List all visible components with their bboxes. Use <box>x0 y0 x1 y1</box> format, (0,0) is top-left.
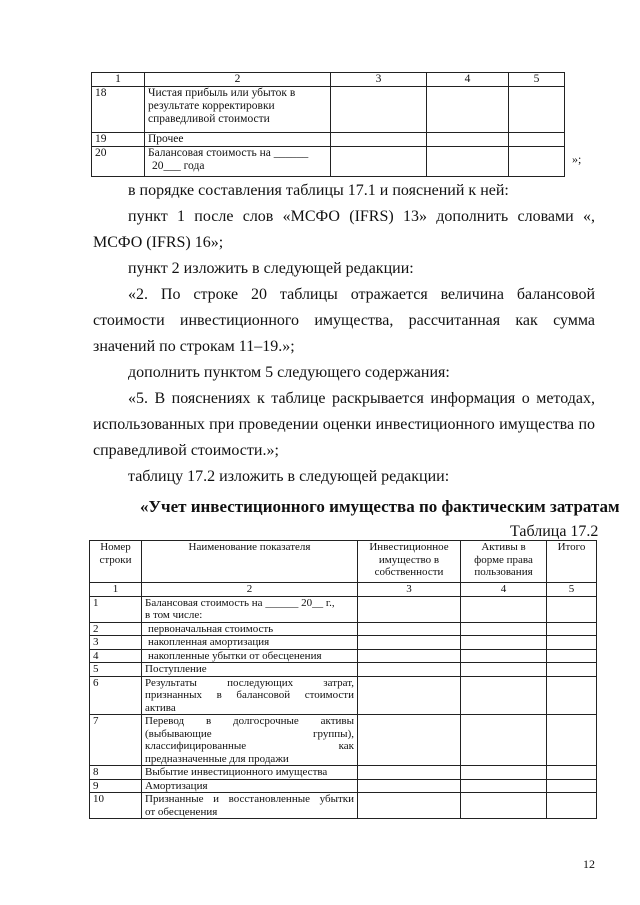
table-row <box>90 622 597 636</box>
header-indicator: Наименование показателя <box>142 541 358 583</box>
header-line: форме права <box>474 553 533 566</box>
empty-cell <box>547 676 597 715</box>
row-number: 5 <box>90 663 142 677</box>
empty-cell <box>358 779 461 793</box>
row-label <box>145 147 331 177</box>
table-caption: Таблица 17.2 <box>510 523 599 540</box>
header-line: имущество в <box>378 553 440 566</box>
empty-cell <box>509 133 565 147</box>
row-number: 18 <box>92 87 145 133</box>
empty-cell <box>358 676 461 715</box>
row-number: 20 <box>92 147 145 177</box>
row-label: накопленные убытки от обесценения <box>142 649 358 663</box>
row-label-line: в том числе: <box>145 609 203 621</box>
empty-cell <box>509 147 565 177</box>
table-row <box>90 766 597 780</box>
row-label-line: Балансовая стоимость на ______ <box>148 147 309 159</box>
row-number: 19 <box>92 133 145 147</box>
row-label <box>142 793 358 819</box>
empty-cell <box>547 649 597 663</box>
column-number: 3 <box>358 583 461 597</box>
empty-cell <box>547 779 597 793</box>
row-number: 6 <box>90 676 142 715</box>
row-number: 2 <box>90 622 142 636</box>
table-row <box>90 715 597 766</box>
empty-cell <box>547 596 597 622</box>
column-number: 5 <box>509 73 565 87</box>
empty-cell <box>331 147 427 177</box>
page-number: 12 <box>583 857 595 871</box>
empty-cell <box>461 636 547 650</box>
empty-cell <box>331 87 427 133</box>
header-line: строки <box>99 553 132 566</box>
paragraph: пункт 1 после слов «МСФО (IFRS) 13» дополнить словами «, МСФО (IFRS) 16»; <box>93 208 595 251</box>
row-number: 3 <box>90 636 142 650</box>
header-owned-property <box>358 541 461 583</box>
empty-cell <box>461 715 547 766</box>
empty-cell <box>358 622 461 636</box>
column-number: 1 <box>92 73 145 87</box>
row-number: 9 <box>90 779 142 793</box>
paragraph: в порядке составления таблицы 17.1 и пояснений к ней: <box>128 182 509 199</box>
empty-cell <box>358 766 461 780</box>
empty-cell <box>461 676 547 715</box>
row-label-line: Результаты последующих затрат, <box>145 676 354 689</box>
row-number: 1 <box>90 596 142 622</box>
column-number: 4 <box>427 73 509 87</box>
table-row <box>90 663 597 677</box>
table-header-row <box>92 73 565 87</box>
empty-cell <box>547 715 597 766</box>
column-number: 5 <box>547 583 597 597</box>
row-label-line: Признанные и восстановленные убытки <box>145 793 354 805</box>
empty-cell <box>427 133 509 147</box>
row-number: 4 <box>90 649 142 663</box>
empty-cell <box>547 663 597 677</box>
row-number: 10 <box>90 793 142 819</box>
empty-cell <box>547 766 597 780</box>
paragraph: таблицу 17.2 изложить в следующей редакции: <box>128 468 450 485</box>
row-label <box>142 715 358 766</box>
row-label <box>142 676 358 715</box>
empty-cell <box>461 779 547 793</box>
table-17-1-continuation <box>91 72 565 177</box>
row-label-line: (выбывающие группы), <box>145 727 354 740</box>
header-right-of-use <box>461 541 547 583</box>
row-label: Поступление <box>142 663 358 677</box>
header-line: пользования <box>474 566 533 578</box>
empty-cell <box>358 596 461 622</box>
empty-cell <box>461 793 547 819</box>
empty-cell <box>547 793 597 819</box>
table-17-2 <box>89 540 597 819</box>
column-number: 1 <box>90 583 142 597</box>
header-line: Активы в <box>481 541 526 553</box>
row-label-line: предназначенные для продажи <box>145 752 289 765</box>
empty-cell <box>547 636 597 650</box>
row-label-line: классифицированные как <box>145 740 354 752</box>
row-number: 7 <box>90 715 142 766</box>
row-label-line: Чистая прибыль или убыток в <box>148 87 296 99</box>
row-label: Прочее <box>145 133 331 147</box>
row-label-line: 20___ года <box>152 160 205 172</box>
header-total: Итого <box>547 541 597 583</box>
empty-cell <box>461 766 547 780</box>
column-number: 2 <box>145 73 331 87</box>
row-label-line: результате корректировки <box>148 100 275 112</box>
paragraph: дополнить пунктом 5 следующего содержания: <box>128 364 450 381</box>
table-header-row <box>90 541 597 583</box>
column-number-row <box>90 583 597 597</box>
row-label-line: от обесценения <box>145 805 218 818</box>
row-number: 8 <box>90 766 142 780</box>
empty-cell <box>358 663 461 677</box>
empty-cell <box>547 622 597 636</box>
table-row <box>90 636 597 650</box>
row-label: накопленная амортизация <box>142 636 358 650</box>
table-row <box>90 649 597 663</box>
empty-cell <box>358 715 461 766</box>
row-label <box>145 87 331 133</box>
table-row <box>90 676 597 715</box>
table-row <box>92 87 565 133</box>
empty-cell <box>509 87 565 133</box>
row-label-line: признанных в балансовой стоимости <box>145 689 354 701</box>
table-row <box>90 596 597 622</box>
empty-cell <box>461 663 547 677</box>
paragraph: пункт 2 изложить в следующей редакции: <box>128 260 414 277</box>
row-label-line: Перевод в долгосрочные активы <box>145 715 354 727</box>
empty-cell <box>358 636 461 650</box>
empty-cell <box>427 87 509 133</box>
table-row <box>92 133 565 147</box>
header-line: собственности <box>374 566 444 578</box>
paragraph: «2. По строке 20 таблицы отражается величина балансовой стоимости инвестиционного имущества, рассчитанная как сумма значений по строкам 11–19.»; <box>93 286 595 355</box>
empty-cell <box>461 622 547 636</box>
row-label-line: актива <box>145 701 176 714</box>
row-label: первоначальная стоимость <box>142 622 358 636</box>
column-number: 2 <box>142 583 358 597</box>
paragraph: «5. В пояснениях к таблице раскрывается информация о методах, использованных при проведении оценки инвестиционного имущества по справедливой стоимости.»; <box>93 390 595 459</box>
empty-cell <box>358 793 461 819</box>
column-number: 4 <box>461 583 547 597</box>
header-line: Номер <box>100 541 131 553</box>
empty-cell <box>427 147 509 177</box>
empty-cell <box>358 649 461 663</box>
row-label-line: справедливой стоимости <box>148 113 270 125</box>
row-label-line: Балансовая стоимость на ______ 20__ г., <box>145 596 335 609</box>
column-number: 3 <box>331 73 427 87</box>
header-line: Инвестиционное <box>369 541 449 553</box>
section-heading: «Учет инвестиционного имущества по фактическим затратам <box>140 497 620 516</box>
table-row <box>90 793 597 819</box>
closing-quote: »; <box>572 152 582 166</box>
header-row-number <box>90 541 142 583</box>
table-row <box>92 147 565 177</box>
row-label: Амортизация <box>142 779 358 793</box>
table-row <box>90 779 597 793</box>
empty-cell <box>461 649 547 663</box>
empty-cell <box>331 133 427 147</box>
empty-cell <box>461 596 547 622</box>
row-label <box>142 596 358 622</box>
row-label: Выбытие инвестиционного имущества <box>142 766 358 780</box>
